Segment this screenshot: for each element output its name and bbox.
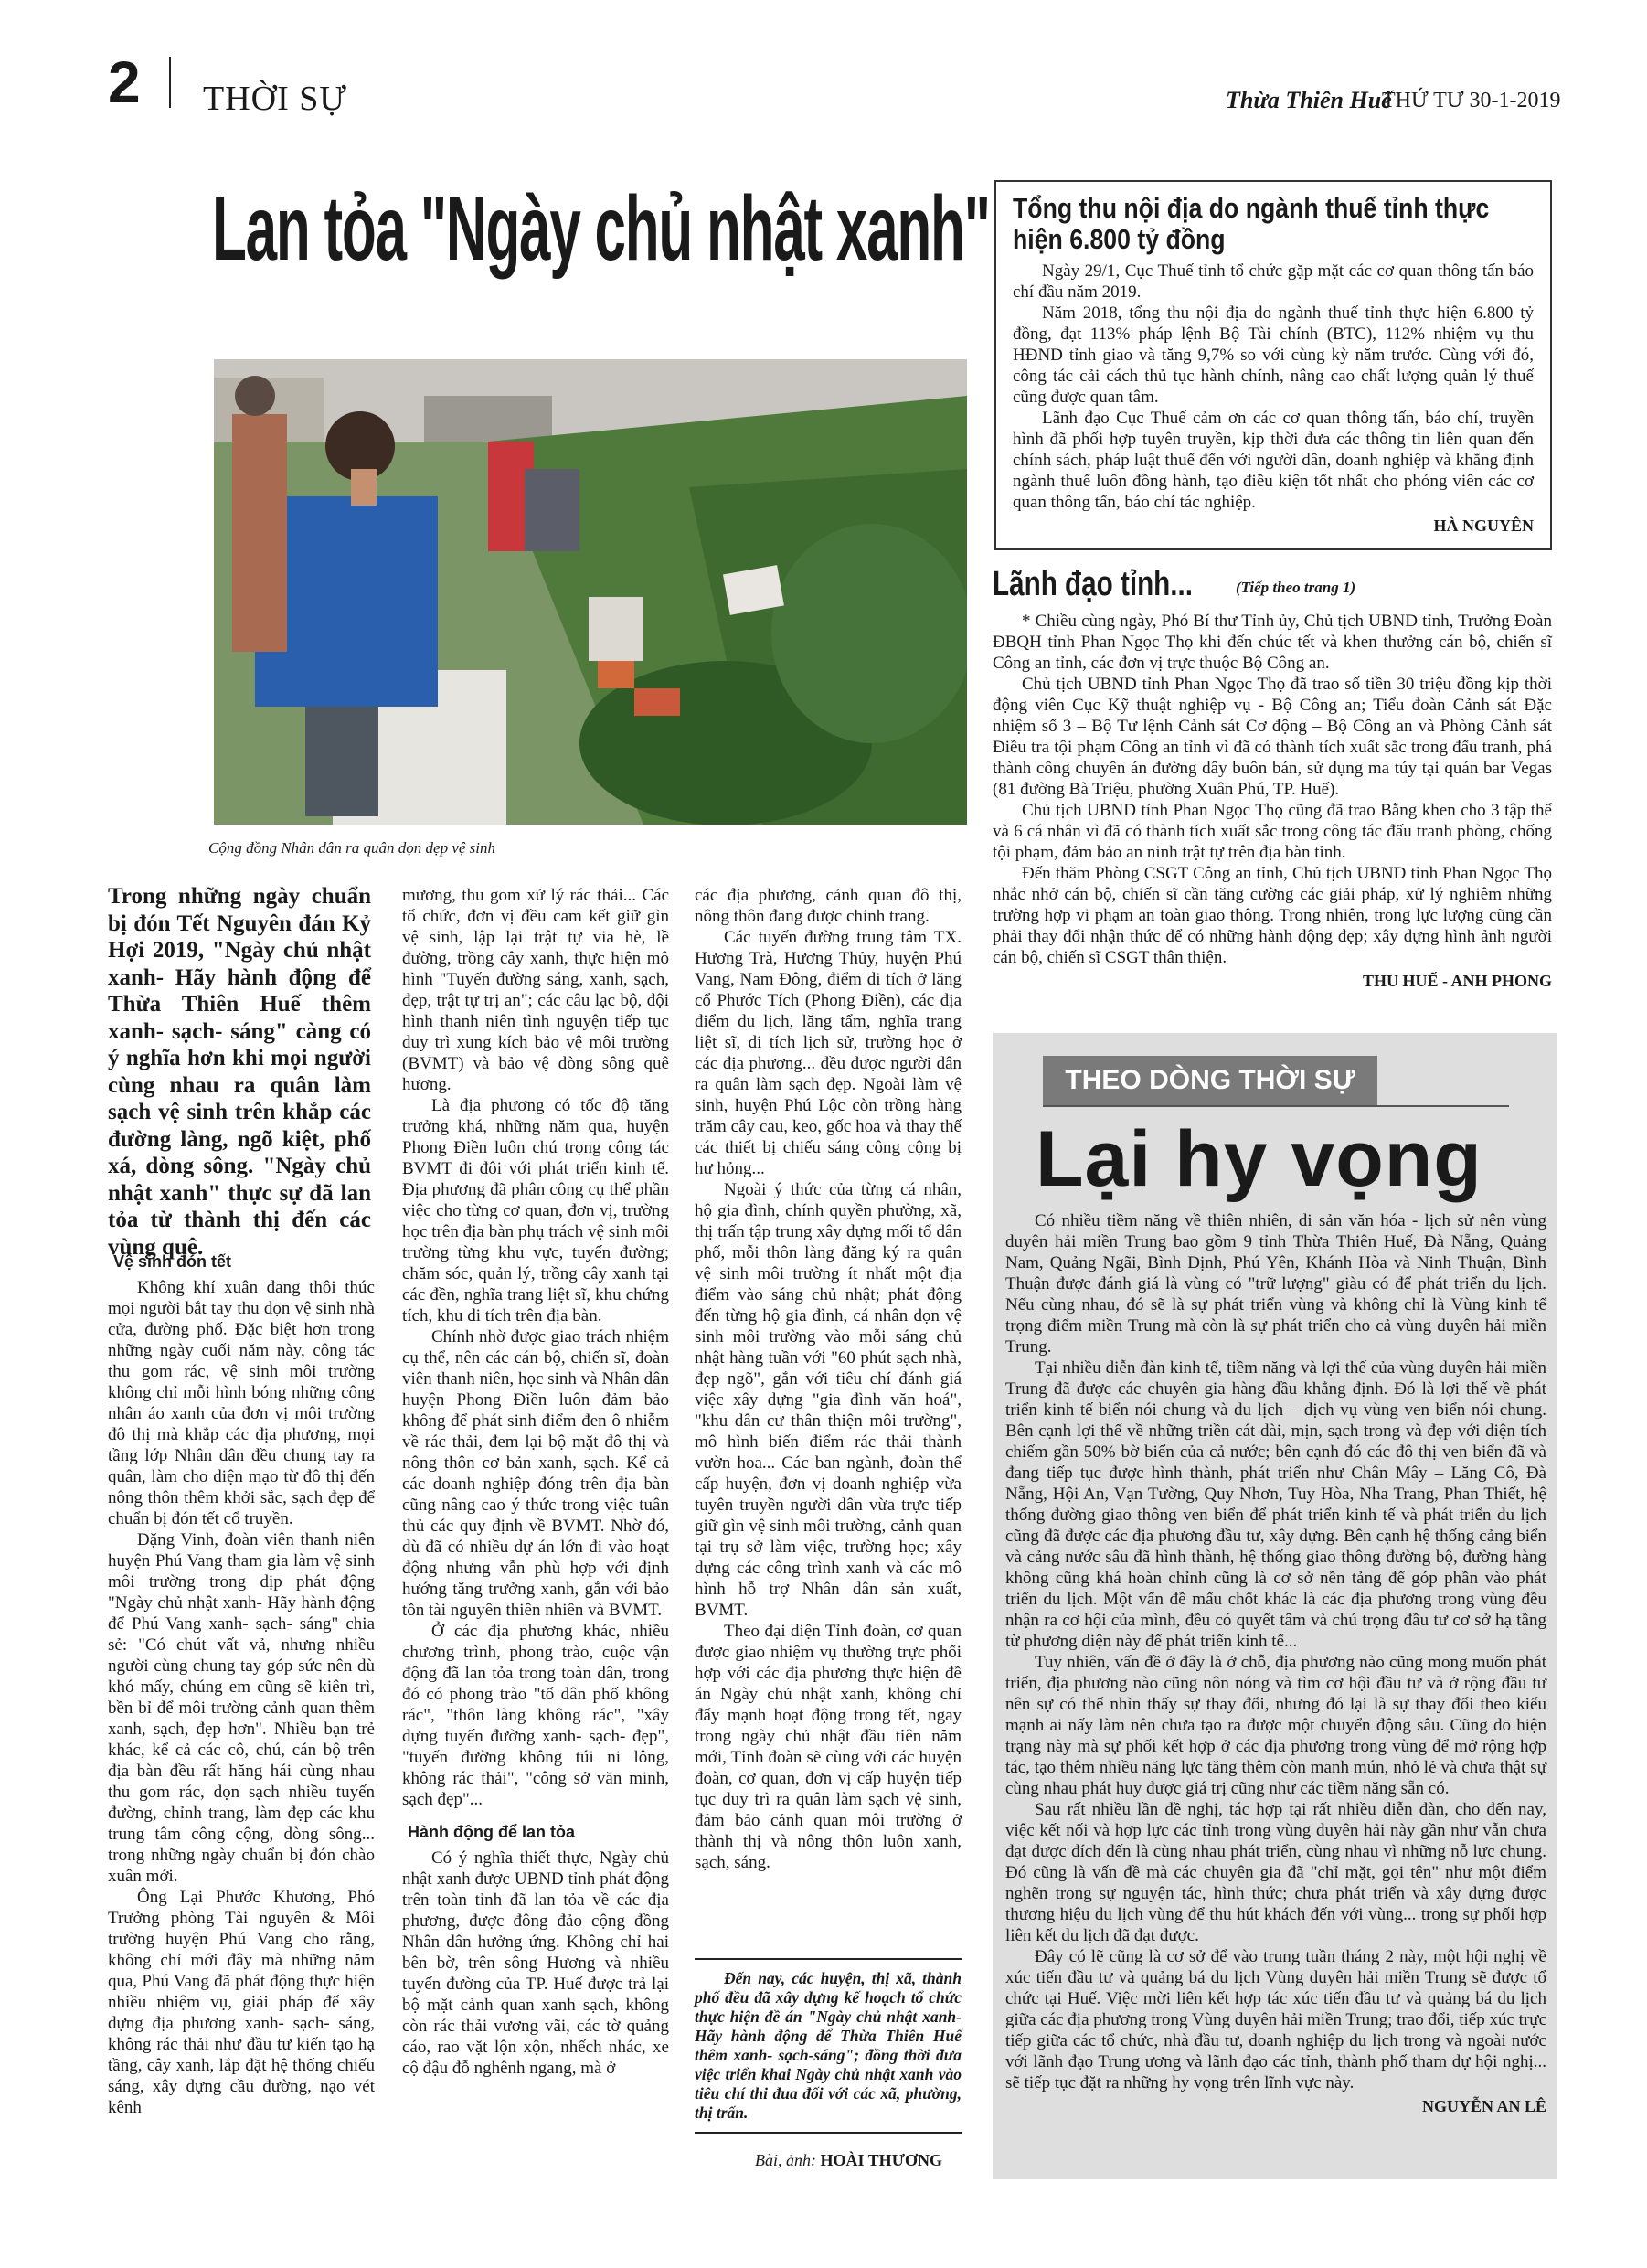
article-byline: [755, 2151, 942, 2170]
paragraph: Theo đại diện Tỉnh đoàn, cơ quan được giao nhiệm vụ thường trực phối hợp với các địa phương thực hiện đề án Ngày chủ nhật xanh, không chỉ đẩy mạnh hoạt động trong tết, ngay trong ngày chủ nhật đầu tiên năm mới, Tỉnh đoàn sẽ cùng với các huyện đoàn, cơ quan, đơn vị cấp huyện tiếp tục duy trì ra quân làm sạch vệ sinh, đảm bảo cảnh quan môi trường ở thành thị và nông thôn luôn xanh, sạch, sáng.: [695, 1622, 962, 1872]
tax-signature: HÀ NGUYÊN: [1433, 516, 1534, 535]
page-number: 2: [108, 49, 141, 115]
opinion-headline: Lại hy vọng: [1036, 1115, 1482, 1203]
article-column-2: [402, 885, 669, 2079]
paragraph: Chính nhờ được giao trách nhiệm cụ thể, nên các cán bộ, chiến sĩ, đoàn viên thanh niên, học sinh và Nhân dân huyện Phong Điền luôn đảm bảo không để phát sinh điểm đen ô nhiễm về rác thải, đem lại bộ mặt đô thị và nông thôn cơ bản xanh, sạch. Kể cả các doanh nghiệp đóng trên địa bàn cũng nâng cao ý thức trong việc tuân thủ các quy định về BVMT. Nhờ đó, dù đã có nhiều dự án lớn đi vào hoạt động nhưng vẫn phù hợp với định hướng tăng trưởng xanh, gắn với bảo tồn tài nguyên thiên nhiên và BVMT.: [402, 1327, 669, 1620]
note-text: Đến nay, các huyện, thị xã, thành phố đều đã xây dựng kế hoạch tổ chức thực hiện đề án "Ngày chủ nhật xanh- Hãy hành động để Thừa Thiên Huế thêm xanh- sạch-sáng"; đồng thời đưa việc triển khai Ngày chủ nhật xanh vào tiêu chí thi đua đối với các xã, phường, thị trấn.: [695, 1969, 962, 2122]
paragraph: Ông Lại Phước Khương, Phó Trưởng phòng Tài nguyên & Môi trường huyện Phú Vang cho rằng, không chỉ mới đây mà những năm qua, Phú Vang đã phát động thực hiện nhiều nhiệm vụ, giải pháp để xây dựng địa phương xanh- sạch- sáng, không rác thải như đầu tư kiến tạo hạ tầng, cây xanh, lắp đặt hệ thống chiếu sáng, xây dựng cầu đường, nạo vét kênh: [108, 1888, 375, 2117]
highlight-note: [695, 1958, 962, 2134]
article-column-1: [108, 1252, 375, 2118]
paragraph: Là địa phương có tốc độ tăng trưởng khá, những năm qua, huyện Phong Điền luôn chú trọng công tác BVMT đi đôi với phát triển kinh tế. Địa phương đã phân công cụ thể phần việc cho từng cơ quan, đơn vị, trường học trên địa bàn phụ trách vệ sinh môi trường từng khu vực, tuyến đường; chăm sóc, quản lý, trồng cây xanh tại các đền, nghĩa trang liệt sĩ, khu chứng tích, khu di tích trên địa bàn.: [402, 1096, 669, 1326]
article-photo: [214, 359, 967, 825]
byline-prefix: Bài, ảnh:: [755, 2151, 816, 2169]
main-headline: Lan tỏa "Ngày chủ nhật xanh": [212, 177, 990, 280]
paragraph: * Chiều cùng ngày, Phó Bí thư Tỉnh ủy, Chủ tịch UBND tỉnh, Trưởng Đoàn ĐBQH tỉnh Phan Ngọc Thọ khi đến chúc tết và khen thưởng cán bộ, chiến sĩ Công an tỉnh, các đơn vị trực thuộc Bộ Công an.: [993, 612, 1552, 673]
newspaper-name: Thừa Thiên Huế: [1226, 87, 1392, 113]
tax-headline: Tổng thu nội địa do ngành thuế tỉnh thực hiện 6.800 tỷ đồng: [1013, 192, 1490, 255]
issue-date: THỨ TƯ 30-1-2019: [1382, 89, 1561, 112]
paragraph: mương, thu gom xử lý rác thải... Các tổ chức, đơn vị đều cam kết giữ gìn vệ sinh, lập lại trật tự via hè, lề đường, trồng cây xanh, thực hiện mô hình "Tuyến đường sáng, xanh, sạch, đẹp, trật tự trị an"; các câu lạc bộ, đội hình thanh niên tình nguyện tiếp tục duy trì xung kích bảo vệ môi trường (BVMT) và bảo vệ dòng sông quê hương.: [402, 886, 669, 1094]
paragraph: Có ý nghĩa thiết thực, Ngày chủ nhật xanh được UBND tỉnh phát động trên toàn tỉnh đã lan tỏa về các địa phương, được đông đảo cộng đồng Nhân dân hưởng ứng. Không chỉ hai bên bờ, trên sông Hương và nhiều tuyến đường của TP. Huế được trả lại bộ mặt cảnh quan xanh sạch, không còn rác thải vương vãi, các tờ quảng cáo, rao vặt lộn xộn, nhếch nhác, xe cộ đậu đỗ nghênh ngang, mà ở: [402, 1848, 669, 2078]
opinion-body: [1005, 1210, 1546, 2116]
paragraph: Đến thăm Phòng CSGT Công an tỉnh, Chủ tịch UBND tỉnh Phan Ngọc Thọ nhắc nhở cán bộ, chiến sĩ cần tăng cường các giải pháp, xử lý nghiêm những trường hợp vi phạm an toàn giao thông. Trong nhiên, trong lực lượng cũng cần phải thay đổi nhận thức để có những hành động đẹp; xây dựng hình ảnh người cán bộ, chiến sĩ CSGT thân thiện.: [993, 864, 1552, 967]
paragraph: Sau rất nhiều lần đề nghị, tác hợp tại rất nhiều diễn đàn, cho đến nay, việc kết nối và hợp lực các tỉnh trong vùng duyên hải này gần như vẫn chưa đạt được đích đến là cùng nhau phát triển, cùng nhau vì những nỗ lực chung. Đó cũng là vấn đề mà các chuyên gia đã "chỉ mặt, gọi tên" như một điểm nghẽn trong sự nguyện tác, hình thức; chưa phát triển và xây dựng được thương hiệu du lịch vùng để thu hút khách đến với vùng... trong sự phối hợp liên kết du lịch đã đạt được.: [1005, 1800, 1546, 1945]
paragraph: Có nhiều tiềm năng về thiên nhiên, di sản văn hóa - lịch sử nên vùng duyên hải miền Trung bao gồm 9 tỉnh Thừa Thiên Huế, Đà Nẵng, Quảng Nam, Quảng Ngãi, Bình Định, Phú Yên, Khánh Hòa và Ninh Thuận, Bình Thuận được đánh giá là vùng có "trữ lượng" giàu có để phát triển du lịch. Nếu cùng nhau, đó sẽ là sự phát triển vùng và không chỉ là Vùng kinh tế trọng điểm miền Trung mà còn là sự phát triển cho cả vùng duyên hải miền Trung.: [1005, 1211, 1546, 1357]
paragraph: Ở các địa phương khác, nhiều chương trình, phong trào, cuộc vận động đã lan tỏa trong toàn dân, trong đó có phong trào "tổ dân phố không rác", "thôn làng không rác", "xây dựng tuyến đường xanh- sạch- đẹp", "tuyến đường không túi ni lông, không rác thải", "công sở văn minh, sạch đẹp"...: [402, 1622, 669, 1809]
paragraph: Các tuyến đường trung tâm TX. Hương Trà, Hương Thủy, huyện Phú Vang, Nam Đông, điểm di tích ở lăng cổ Phước Tích (Phong Điền), các địa điểm du lịch, lăng tẩm, nghĩa trang liệt sĩ, di tích lịch sử, trường học ở các địa phương... đều được người dân ra quân làm sạch đẹp. Ngoài làm vệ sinh, huyện Phú Lộc còn trồng hàng trăm cây cau, keo, gốc hoa và thay thế các thiết bị chiếu sáng công cộng bị hư hỏng...: [695, 928, 962, 1178]
paragraph: Đặng Vinh, đoàn viên thanh niên huyện Phú Vang tham gia làm vệ sinh môi trường trong dịp phát động "Ngày chủ nhật xanh- Hãy hành động để Phú Vang xanh- sạch- sáng" chia sẻ: "Có chút vất vả, nhưng nhiều người cùng chung tay góp sức nên dù khó mấy, chúng em cũng sẽ kiên trì, bền bỉ để môi trường cảnh quan thêm xanh, sạch, đẹp hơn". Nhiều bạn trẻ khác, kể cả các cô, chú, cán bộ trên địa bàn đều rất hăng hái cùng nhau thu gom rác, dọn sạch nhiều tuyến đường, chỉnh trang, làm đẹp các khu trung tâm công cộng, dòng sông... trong những ngày chuẩn bị đón chào xuân mới.: [108, 1530, 375, 1886]
byline-author: HOÀI THƯƠNG: [820, 2151, 943, 2169]
paragraph: Tại nhiều diễn đàn kinh tế, tiềm năng và lợi thế của vùng duyên hải miền Trung đã được các chuyên gia hàng đầu khẳng định. Đó là lợi thế về phát triển kinh tế biển nói chung và du lịch – dịch vụ vùng ven biển nói chung. Bên cạnh lợi thế về những triền cát dài, mịn, sạch trong và đẹp với diện tích chiếm gần 50% bờ biển của cả nước; bên cạnh đó các đô thị ven biển đã và đang tiếp tục được hình thành, phát triển như Chân Mây – Lăng Cô, Đà Nẵng, Hội An, Vạn Tường, Quy Nhơn, Tuy Hòa, Nha Trang, Phan Thiết, hệ thống đường giao thông ven biển để phát triển kinh tế và phát triển du lịch cũng đã được các địa phương đầu tư, xây dựng. Bên cạnh hệ thống cảng biển và cảng nước sâu đã hình thành, hệ thống giao thông đường bộ, đường hàng không cũng khá hoàn chỉnh cũng là cơ sở nền tảng để góp phần vào phát triển du lịch. Một vấn đề mấu chốt khác là các địa phương trong vùng đều nhận ra cơ hội của mình, đều có quyết tâm và chú trọng đầu tư cơ sở hạ tầng từ phương diện này để phát triển kinh tế...: [1005, 1358, 1546, 1651]
photo-caption: Cộng đồng Nhân dân ra quân dọn dẹp vệ sinh: [208, 839, 496, 857]
continued-note: (Tiếp theo trang 1): [1236, 579, 1356, 596]
leader-signature: THU HUẾ - ANH PHONG: [1362, 972, 1552, 990]
opinion-signature: NGUYỄN AN LÊ: [1421, 2097, 1546, 2115]
leader-headline: Lãnh đạo tỉnh...: [993, 565, 1193, 603]
article-lead: Trong những ngày chuẩn bị đón Tết Nguyên đán Kỷ Hợi 2019, "Ngày chủ nhật xanh- Hãy hành động để Thừa Thiên Huế thêm xanh- sạch- sáng" càng có ý nghĩa hơn khi mọi người cùng nhau ra quân làm sạch vệ sinh trên khắp các đường làng, ngõ kiệt, phố xá, dòng sông. "Ngày chủ nhật xanh" thực sự đã lan tỏa từ thành thị đến các vùng quê.: [108, 884, 371, 1260]
section-title: THỜI SỰ: [203, 80, 347, 118]
paragraph: Chủ tịch UBND tỉnh Phan Ngọc Thọ cũng đã trao Bằng khen cho 3 tập thể và 6 cá nhân vì đã có thành tích xuất sắc trong công tác đấu tranh phòng, chống tội phạm, đảm bảo an ninh trật tự trên địa bàn tỉnh.: [993, 801, 1552, 862]
paragraph: Lãnh đạo Cục Thuế cảm ơn các cơ quan thông tấn, báo chí, truyền hình đã phối hợp tuyên truyền, kịp thời đưa các thông tin liên quan đến chính sách, pháp luật thuế đến với người dân, doanh nghiệp và khẳng định ngành thuế luôn đồng hành, tạo điều kiện tốt nhất cho phóng viên các cơ quan thông tấn, báo chí tác nghiệp.: [1013, 409, 1534, 512]
paragraph: Tuy nhiên, vấn đề ở đây là ở chỗ, địa phương nào cũng mong muốn phát triển, địa phương nào cũng nôn nóng và tìm cơ hội đầu tư và ở rộng đầu tư nên sự có thể nhìn thấy sự thay đổi, nhưng đó lại là sự thay đổi theo kiểu mạnh ai nấy làm nên chưa tạo ra được một chuyển động sâu. Cũng do hiện trạng này mà sự phối kết hợp ở các địa phương trong vùng để mở rộng hợp tác, tạo thêm nhiều năng lực tăng thêm còn manh mún, nhỏ lẻ và chưa thật sự cùng nhau phát huy được giá trị cũng như các tiềm năng sẵn có.: [1005, 1653, 1546, 1798]
paragraph: Đây có lẽ cũng là cơ sở để vào trung tuần tháng 2 này, một hội nghị về xúc tiến đầu tư và quảng bá du lịch Vùng duyên hải miền Trung sẽ được tổ chức tại Huế. Việc mời liên kết hợp tác xúc tiến đầu tư và quảng bá du lịch giữa các địa phương trong Vùng duyên hải miền Trung; trao đổi, tiếp xúc trực tiếp giữa các tổ chức, nhà đầu tư, doanh nghiệp du lịch trong và ngoài nước với lãnh đạo Trung ương và lãnh đạo các tỉnh, thành phố tham dự hội nghị... sẽ tiếp tục đặt ra những hy vọng trên lĩnh vực này.: [1005, 1947, 1547, 2092]
paragraph: Năm 2018, tổng thu nội địa do ngành thuế tỉnh thực hiện 6.800 tỷ đồng, đạt 113% pháp lệnh Bộ Tài chính (BTC), 112% nhiệm vụ thu HĐND tỉnh giao và tăng 9,7% so với cùng kỳ năm trước. Cùng với đó, công tác cải cách thủ tục hành chính, nâng cao chất lượng quản lý thuế cũng được quan tâm.: [1013, 303, 1534, 407]
paragraph: Ngoài ý thức của từng cá nhân, hộ gia đình, chính quyền phường, xã, thị trấn tập trung xây dựng mối tổ dân phố, mỗi thôn làng đăng ký ra quân vệ sinh môi trường ít nhất một địa điểm vào sáng chủ nhật; phát động đến từng hộ gia đình, cá nhân dọn vệ sinh môi trường vào mỗi sáng chủ nhật hàng tuần với "60 phút sạch nhà, đẹp ngõ", gắn với tiêu chí đánh giá việc xây dựng "gia đình văn hoá", "khu dân cư thân thiện môi trường", mô hình biến điểm rác thải thành vườn hoa... Các ban ngành, đoàn thể cấp huyện, đơn vị doanh nghiệp vừa tuyên truyền người dân vừa trực tiếp giữ gìn vệ sinh môi trường, cảnh quan tại trụ sở làm việc, trường học; xây dựng các công trình xanh và các mô hình hỗ trợ Nhân dân sản xuất, BVMT.: [695, 1180, 962, 1620]
paragraph: Ngày 29/1, Cục Thuế tỉnh tổ chức gặp mặt các cơ quan thông tấn báo chí đầu năm 2019.: [1013, 261, 1534, 302]
paragraph: Chủ tịch UBND tỉnh Phan Ngọc Thọ đã trao số tiền 30 triệu đồng kịp thời động viên Cục Kỹ thuật nghiệp vụ - Bộ Công an; Tiểu đoàn Cảnh sát Đặc nhiệm số 3 – Bộ Tư lệnh Cảnh sát Cơ động – Bộ Công an và Phòng Cảnh sát Điều tra tội phạm Công an tỉnh vì đã có thành tích xuất sắc trong đấu tranh, phá thành công chuyên án đường dây buôn bán, sử dụng ma túy tại quán bar Vegas (81 đường Bà Triệu, phường Xuân Phú, TP. Huế).: [993, 675, 1552, 799]
subheading: Vệ sinh đón tết: [113, 1252, 232, 1271]
kicker-rule: [1043, 1105, 1509, 1107]
subheading: Hành động để lan tỏa: [408, 1823, 575, 1841]
article-column-3: [695, 885, 962, 1873]
tax-news-box: [994, 180, 1552, 550]
opinion-kicker: THEO DÒNG THỜI SỰ: [1043, 1056, 1377, 1105]
paragraph: Không khí xuân đang thôi thúc mọi người bắt tay thu dọn vệ sinh nhà cửa, đường phố. Đặc biệt hơn trong những ngày cuối năm này, công tác thu gom rác, vệ sinh môi trường không chỉ mỗi hình bóng những công nhân áo xanh của đơn vị môi trường đô thị mà khắp các địa phương, mọi tầng lớp Nhân dân đều chung tay ra quân, làm cho diện mạo từ đô thị đến nông thôn thêm khởi sắc, sạch đẹp để chuẩn bị đón tết cổ truyền.: [108, 1278, 375, 1528]
header-divider: [169, 57, 171, 108]
paragraph: các địa phương, cảnh quan đô thị, nông thôn đang được chỉnh trang.: [695, 886, 962, 926]
leader-body: [993, 611, 1552, 991]
